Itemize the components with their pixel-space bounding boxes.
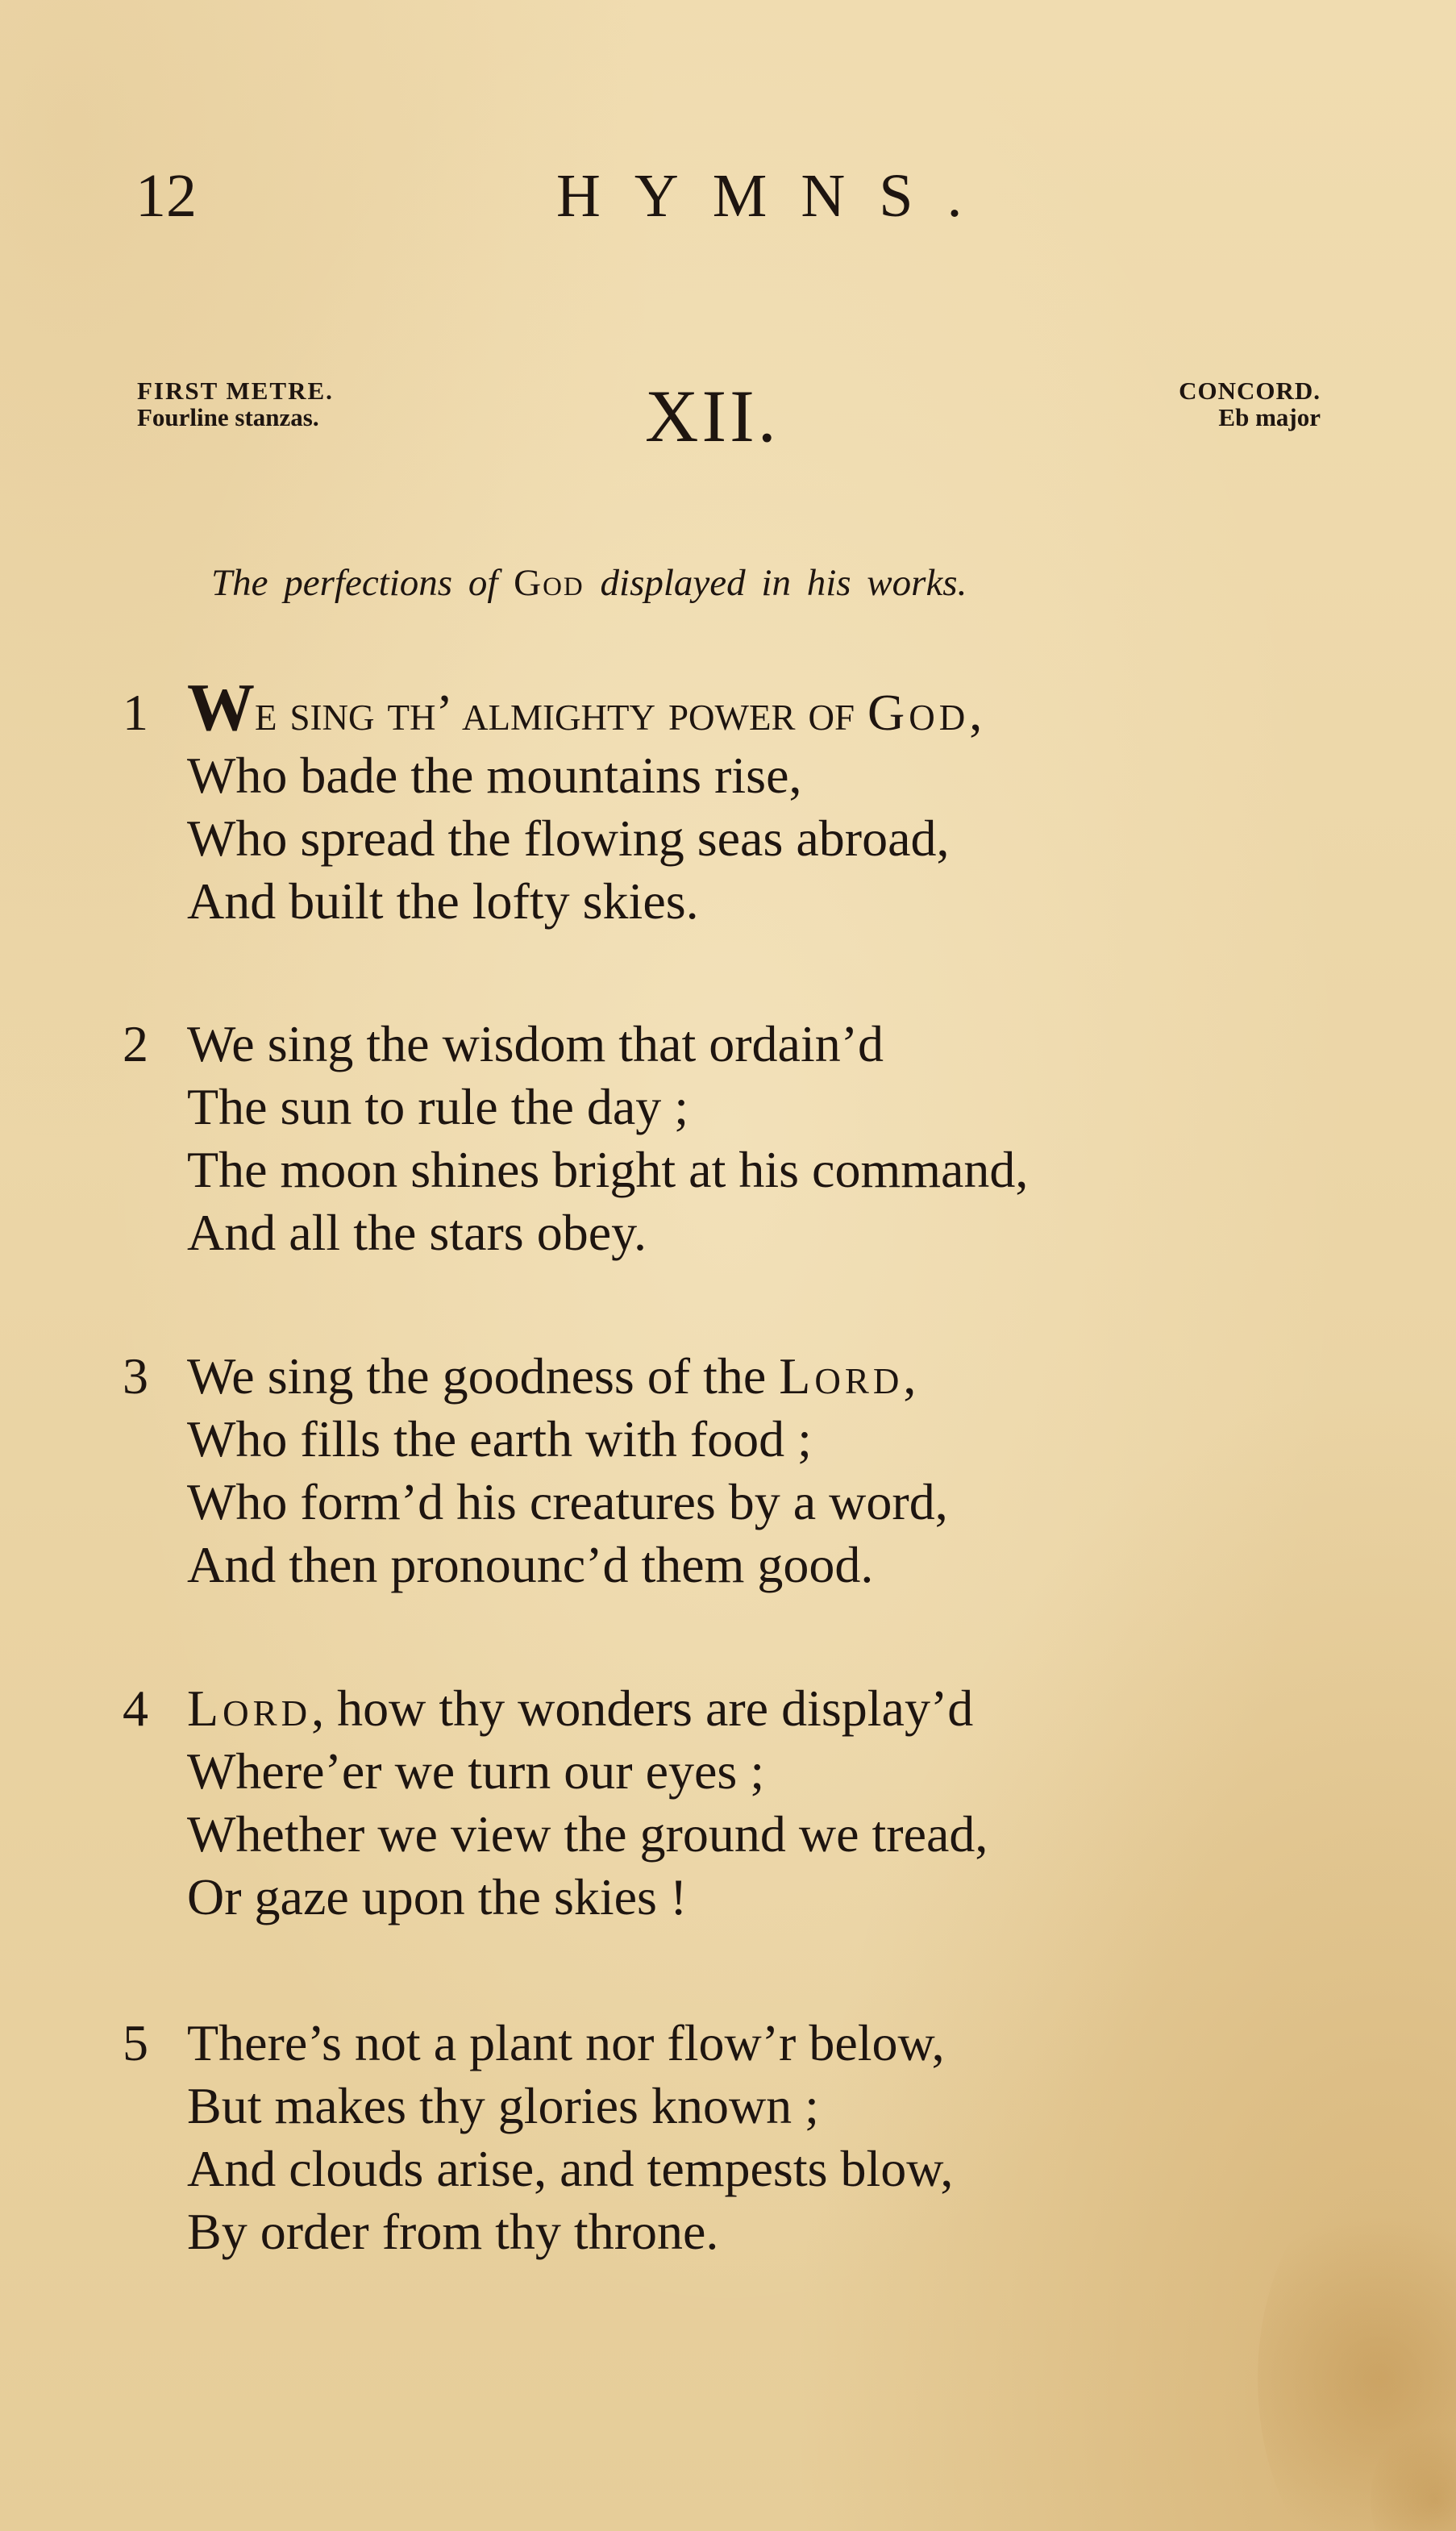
verse-text: We sing the goodness of the	[187, 1347, 780, 1405]
metre-info	[137, 377, 334, 431]
verse-line: We sing the wisdom that ordain’d	[187, 1015, 884, 1072]
hymn-number: XII.	[645, 375, 780, 457]
stanza-lines	[187, 1013, 1028, 1264]
stanza-lines	[187, 1677, 988, 1929]
tune-name: CONCORD.	[1179, 377, 1321, 405]
hymn-subtitle	[211, 560, 967, 606]
verse-line: Who fills the earth with food ;	[187, 1410, 812, 1467]
verse-line	[187, 670, 983, 745]
verse-line: But makes thy glories known ;	[187, 2077, 819, 2134]
divine-name: Lord	[779, 1347, 904, 1405]
tune-key: Eb major	[1218, 403, 1321, 432]
drop-initial: W	[187, 670, 255, 745]
verse-text: ,	[969, 684, 983, 741]
subtitle-part: The perfections of	[211, 562, 514, 604]
verse-line: The sun to rule the day ;	[187, 1078, 689, 1135]
verse-line: By order from thy throne.	[187, 2203, 719, 2260]
verse-line	[187, 1345, 948, 1408]
verse-line: There’s not a plant nor flow’r below,	[187, 2014, 945, 2071]
verse-text: e sing th’ almighty power of	[255, 684, 868, 741]
metre-stanza-form: Fourline stanzas.	[137, 403, 319, 432]
stanza-lines	[187, 670, 983, 933]
stanza-lines	[187, 2012, 953, 2263]
verse-line: Whether we view the ground we tread,	[187, 1805, 988, 1863]
verse-line: Who form’d his creatures by a word,	[187, 1473, 948, 1530]
subtitle-part: displayed in his works.	[584, 562, 967, 604]
verse-line: Who bade the mountains rise,	[187, 747, 802, 804]
divine-name: God	[867, 684, 970, 741]
verse-line: Where’er we turn our eyes ;	[187, 1742, 765, 1800]
verse-text: ,	[903, 1347, 917, 1405]
stanza-number: 2	[123, 1015, 148, 1072]
stanza-number: 1	[123, 684, 148, 741]
running-title: HYMNS.	[556, 162, 996, 230]
stanza-number: 4	[123, 1680, 148, 1737]
metre-name: FIRST METRE.	[137, 377, 334, 405]
verse-line	[187, 1677, 988, 1740]
verse-line: The moon shines bright at his command,	[187, 1141, 1029, 1198]
tune-info	[1179, 377, 1321, 431]
verse-line: And built the lofty skies.	[187, 872, 699, 930]
stanza-lines	[187, 1345, 948, 1596]
verse-line: And clouds arise, and tempests blow,	[187, 2140, 954, 2197]
stanza-number: 3	[123, 1347, 148, 1405]
verse-line: And then pronounc’d them good.	[187, 1536, 874, 1593]
verse-text: , how thy wonders are display’d	[311, 1680, 974, 1737]
verse-line: Or gaze upon the skies !	[187, 1868, 688, 1925]
verse-line: Who spread the flowing seas abroad,	[187, 810, 950, 867]
page-number: 12	[135, 162, 197, 230]
divine-name: Lord	[187, 1680, 312, 1737]
stanza-number: 5	[123, 2014, 148, 2071]
subtitle-god: God	[514, 562, 584, 604]
verse-line: And all the stars obey.	[187, 1204, 647, 1261]
